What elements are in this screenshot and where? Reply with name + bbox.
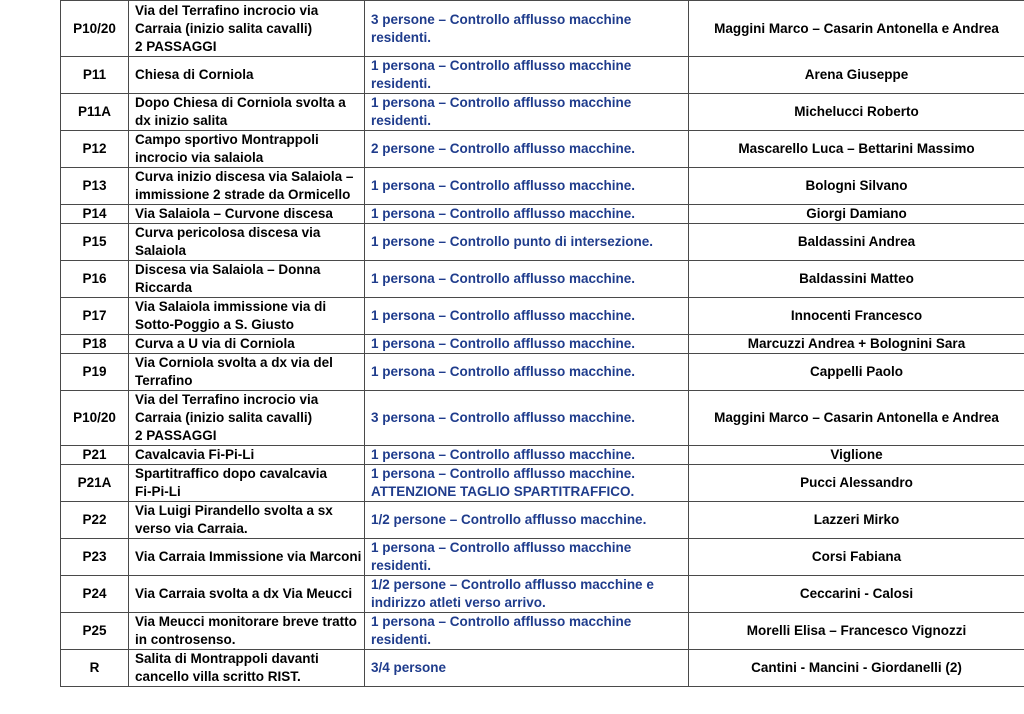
checkpoint-task-cell: [365, 131, 689, 168]
location-line: Riccarda: [135, 280, 193, 295]
checkpoint-task-cell: [365, 298, 689, 335]
table-row: [61, 131, 1024, 168]
table-row: [61, 502, 1024, 539]
checkpoint-volunteers-cell: Marcuzzi Andrea + Bolognini Sara: [689, 335, 1024, 354]
location-line: Via del Terrafino incrocio via: [135, 392, 319, 407]
checkpoint-volunteers-cell: Maggini Marco – Casarin Antonella e Andrea: [689, 1, 1024, 57]
task-line: 1 persone – Controllo punto di intersezione.: [371, 234, 654, 249]
checkpoint-code-cell: P10/20: [61, 1, 129, 57]
checkpoint-table-container: [60, 0, 1024, 687]
checkpoint-location-cell: [129, 446, 365, 465]
checkpoint-code-cell: P23: [61, 539, 129, 576]
checkpoint-location-cell: [129, 94, 365, 131]
checkpoint-volunteers-cell: Viglione: [689, 446, 1024, 465]
checkpoint-volunteers-cell: Bologni Silvano: [689, 168, 1024, 205]
checkpoint-code-cell: P18: [61, 335, 129, 354]
location-line: immissione 2 strade da Ormicello: [135, 187, 351, 202]
checkpoint-code-cell: P16: [61, 261, 129, 298]
location-line: Cavalcavia Fi-Pi-Li: [135, 447, 255, 462]
table-row: [61, 335, 1024, 354]
checkpoint-location-cell: [129, 613, 365, 650]
location-line: Fi-Pi-Li: [135, 484, 181, 499]
checkpoint-volunteers-cell: Arena Giuseppe: [689, 57, 1024, 94]
task-line: residenti.: [371, 632, 432, 647]
checkpoint-code-cell: P14: [61, 205, 129, 224]
location-line: Chiesa di Corniola: [135, 67, 254, 82]
location-line: verso via Carraia.: [135, 521, 248, 536]
checkpoint-task-cell: [365, 613, 689, 650]
checkpoint-volunteers-cell: Cantini - Mancini - Giordanelli (2): [689, 650, 1024, 687]
table-row: [61, 539, 1024, 576]
task-line: 1 persona – Controllo afflusso macchine: [371, 58, 632, 73]
location-line: incrocio via salaiola: [135, 150, 264, 165]
task-line: 1 persona – Controllo afflusso macchine.: [371, 364, 636, 379]
location-line: in controsenso.: [135, 632, 236, 647]
checkpoint-task-cell: [365, 465, 689, 502]
task-line: 1 persona – Controllo afflusso macchine: [371, 614, 632, 629]
checkpoint-location-cell: [129, 168, 365, 205]
checkpoint-location-cell: [129, 335, 365, 354]
checkpoint-location-cell: [129, 261, 365, 298]
task-line: 1 persona – Controllo afflusso macchine.: [371, 178, 636, 193]
table-row: [61, 224, 1024, 261]
checkpoint-task-cell: [365, 57, 689, 94]
checkpoint-code-cell: P17: [61, 298, 129, 335]
table-row: [61, 446, 1024, 465]
task-line: 1 persona – Controllo afflusso macchine.: [371, 447, 636, 462]
task-line: 2 persone – Controllo afflusso macchine.: [371, 141, 636, 156]
checkpoint-code-cell: P11: [61, 57, 129, 94]
checkpoint-task-cell: [365, 261, 689, 298]
checkpoint-location-cell: [129, 224, 365, 261]
checkpoint-volunteers-cell: Baldassini Matteo: [689, 261, 1024, 298]
checkpoint-task-cell: [365, 502, 689, 539]
task-line: 3/4 persone: [371, 660, 447, 675]
checkpoint-code-cell: P13: [61, 168, 129, 205]
checkpoint-location-cell: [129, 650, 365, 687]
table-row: [61, 94, 1024, 131]
task-line: 1 persona – Controllo afflusso macchine.: [371, 271, 636, 286]
location-line: Dopo Chiesa di Corniola svolta a: [135, 95, 346, 110]
checkpoint-volunteers-cell: Ceccarini - Calosi: [689, 576, 1024, 613]
checkpoint-location-cell: [129, 576, 365, 613]
checkpoint-volunteers-cell: Michelucci Roberto: [689, 94, 1024, 131]
table-row: [61, 465, 1024, 502]
task-line: residenti.: [371, 76, 432, 91]
task-line: 1 persona – Controllo afflusso macchine.: [371, 466, 636, 481]
table-row: [61, 205, 1024, 224]
checkpoint-code-cell: P19: [61, 354, 129, 391]
location-line: Via Corniola svolta a dx via del: [135, 355, 333, 370]
checkpoint-code-cell: P15: [61, 224, 129, 261]
checkpoint-task-cell: [365, 354, 689, 391]
table-row: [61, 354, 1024, 391]
location-line: 2 PASSAGGI: [135, 38, 217, 54]
location-line: cancello villa scritto RIST.: [135, 669, 301, 684]
checkpoint-location-cell: [129, 131, 365, 168]
checkpoint-volunteers-cell: Mascarello Luca – Bettarini Massimo: [689, 131, 1024, 168]
table-row: [61, 1, 1024, 57]
checkpoint-location-cell: [129, 205, 365, 224]
checkpoint-task-cell: [365, 391, 689, 446]
checkpoint-volunteers-cell: Cappelli Paolo: [689, 354, 1024, 391]
checkpoint-volunteers-cell: Innocenti Francesco: [689, 298, 1024, 335]
location-line: Via Meucci monitorare breve tratto: [135, 614, 357, 629]
checkpoint-table: [60, 0, 1024, 687]
checkpoint-code-cell: P11A: [61, 94, 129, 131]
checkpoint-task-cell: [365, 94, 689, 131]
location-line: 2 PASSAGGI: [135, 428, 217, 443]
location-line: Via Salaiola – Curvone discesa: [135, 206, 333, 221]
checkpoint-task-cell: [365, 446, 689, 465]
location-line: Curva a U via di Corniola: [135, 336, 295, 351]
table-row: [61, 576, 1024, 613]
checkpoint-code-cell: P21: [61, 446, 129, 465]
location-line: Via Luigi Pirandello svolta a sx: [135, 503, 333, 518]
location-line: Spartitraffico dopo cavalcavia: [135, 466, 328, 481]
location-line: Sotto-Poggio a S. Giusto: [135, 317, 294, 332]
checkpoint-volunteers-cell: Lazzeri Mirko: [689, 502, 1024, 539]
checkpoint-volunteers-cell: Baldassini Andrea: [689, 224, 1024, 261]
location-line: Campo sportivo Montrappoli: [135, 132, 319, 147]
checkpoint-task-cell: [365, 335, 689, 354]
table-row: [61, 261, 1024, 298]
table-row: [61, 168, 1024, 205]
table-row: [61, 57, 1024, 94]
checkpoint-location-cell: [129, 539, 365, 576]
location-line: Carraia (inizio salita cavalli): [135, 410, 313, 425]
task-line: 1/2 persone – Controllo afflusso macchine.: [371, 512, 647, 527]
task-line: 1 persona – Controllo afflusso macchine.: [371, 336, 636, 351]
checkpoint-task-cell: [365, 224, 689, 261]
checkpoint-task-cell: [365, 576, 689, 613]
task-line: 1 persona – Controllo afflusso macchine.: [371, 308, 636, 323]
location-line: Carraia (inizio salita cavalli): [135, 20, 313, 36]
checkpoint-code-cell: P24: [61, 576, 129, 613]
task-line: 1 persona – Controllo afflusso macchine: [371, 95, 632, 110]
checkpoint-task-cell: [365, 1, 689, 57]
task-line: indirizzo atleti verso arrivo.: [371, 595, 546, 610]
location-line: Salaiola: [135, 243, 187, 258]
checkpoint-code-cell: P10/20: [61, 391, 129, 446]
table-row: [61, 613, 1024, 650]
task-line: 1/2 persone – Controllo afflusso macchine e: [371, 577, 654, 592]
location-line: Discesa via Salaiola – Donna: [135, 262, 321, 277]
checkpoint-location-cell: [129, 502, 365, 539]
location-line: Terrafino: [135, 373, 193, 388]
task-line: residenti.: [371, 29, 432, 45]
checkpoint-location-cell: [129, 57, 365, 94]
task-line: 1 persona – Controllo afflusso macchine.: [371, 206, 636, 221]
task-line: 1 persona – Controllo afflusso macchine: [371, 540, 632, 555]
checkpoint-task-cell: [365, 650, 689, 687]
location-line: Curva pericolosa discesa via: [135, 225, 321, 240]
checkpoint-code-cell: P12: [61, 131, 129, 168]
checkpoint-volunteers-cell: Pucci Alessandro: [689, 465, 1024, 502]
location-line: Via Carraia Immissione via Marconi: [135, 549, 362, 564]
task-line: residenti.: [371, 558, 432, 573]
checkpoint-code-cell: P22: [61, 502, 129, 539]
checkpoint-location-cell: [129, 354, 365, 391]
table-row: [61, 650, 1024, 687]
table-row: [61, 298, 1024, 335]
location-line: dx inizio salita: [135, 113, 228, 128]
task-line: 3 persone – Controllo afflusso macchine: [371, 11, 632, 27]
checkpoint-location-cell: [129, 465, 365, 502]
checkpoint-location-cell: [129, 298, 365, 335]
checkpoint-table-body: [61, 1, 1024, 687]
checkpoint-volunteers-cell: Morelli Elisa – Francesco Vignozzi: [689, 613, 1024, 650]
location-line: Via del Terrafino incrocio via: [135, 2, 319, 18]
checkpoint-volunteers-cell: Giorgi Damiano: [689, 205, 1024, 224]
checkpoint-volunteers-cell: Corsi Fabiana: [689, 539, 1024, 576]
task-line: 3 persona – Controllo afflusso macchine.: [371, 410, 636, 425]
location-line: Salita di Montrappoli davanti: [135, 651, 319, 666]
checkpoint-location-cell: [129, 1, 365, 57]
checkpoint-task-cell: [365, 168, 689, 205]
task-line: residenti.: [371, 113, 432, 128]
checkpoint-code-cell: P21A: [61, 465, 129, 502]
checkpoint-task-cell: [365, 539, 689, 576]
checkpoint-volunteers-cell: Maggini Marco – Casarin Antonella e Andrea: [689, 391, 1024, 446]
checkpoint-code-cell: R: [61, 650, 129, 687]
location-line: Via Salaiola immissione via di: [135, 299, 327, 314]
checkpoint-location-cell: [129, 391, 365, 446]
location-line: Curva inizio discesa via Salaiola –: [135, 169, 354, 184]
table-row: [61, 391, 1024, 446]
task-line: ATTENZIONE TAGLIO SPARTITRAFFICO.: [371, 484, 635, 499]
checkpoint-task-cell: [365, 205, 689, 224]
location-line: Via Carraia svolta a dx Via Meucci: [135, 586, 353, 601]
checkpoint-code-cell: P25: [61, 613, 129, 650]
